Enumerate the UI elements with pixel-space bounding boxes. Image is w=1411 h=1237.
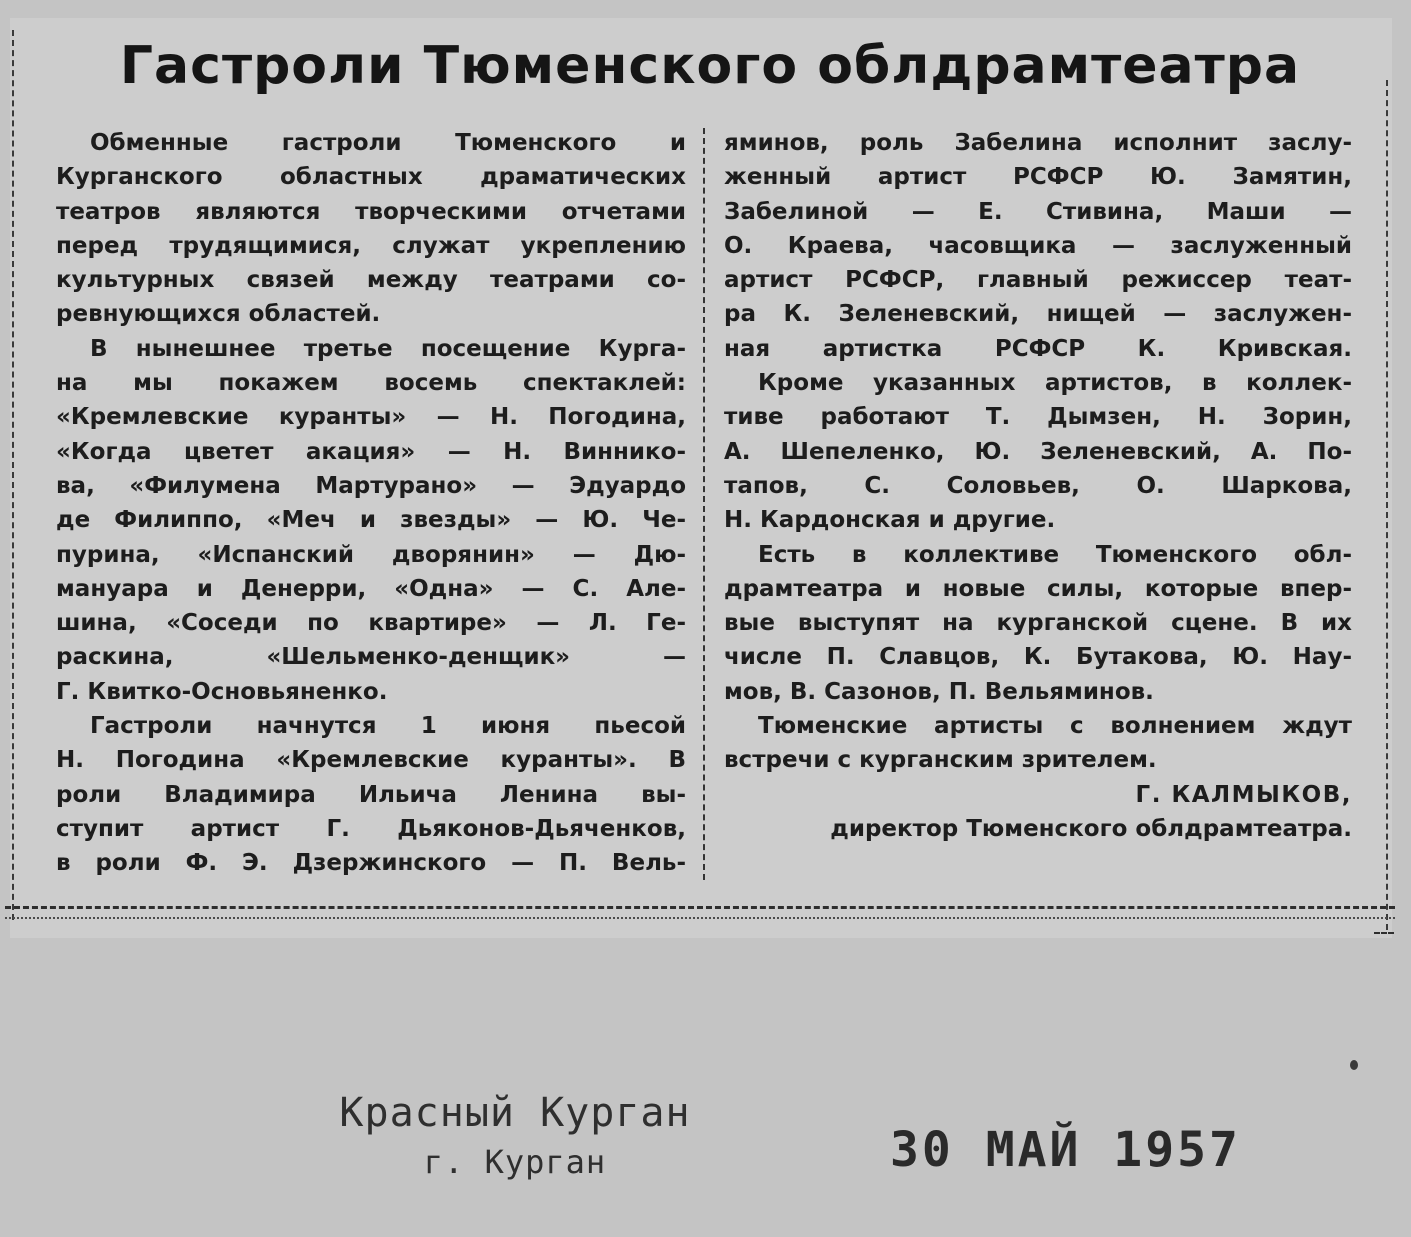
article-line: А. Шепеленко, Ю. Зеленевский, А. По- — [724, 438, 1352, 465]
article-line: Н. Погодина «Кремлевские куранты». В — [56, 747, 686, 774]
article-line: Курганского областных драматических — [56, 164, 686, 191]
article-line: драмтеатра и новые силы, которые впер- — [724, 575, 1352, 602]
clipping-right-edge — [1386, 80, 1392, 930]
article-line: директор Тюменского облдрамтеатра. — [830, 815, 1352, 842]
article-line: Г. Квитко-Основьяненко. — [56, 678, 388, 705]
stamp-newspaper-name: Красный Курган — [339, 1090, 691, 1136]
article-line: перед трудящимися, служат укреплению — [56, 232, 686, 259]
article-line: женный артист РСФСР Ю. Замятин, — [724, 164, 1352, 191]
article-line: ра К. Зеленевский, нищей — заслужен- — [724, 301, 1352, 328]
article-line: Забелиной — Е. Стивина, Маши — — [724, 198, 1352, 225]
article-line: числе П. Славцов, К. Бутакова, Ю. Нау- — [724, 644, 1352, 671]
article-line: в роли Ф. Э. Дзержинского — П. Вель- — [56, 850, 686, 877]
article-left-column — [56, 126, 686, 881]
article-line: роли Владимира Ильича Ленина вы- — [56, 781, 686, 808]
article-line: на мы покажем восемь спектаклей: — [56, 370, 686, 397]
clipping-bottom-edge-fragment — [1374, 932, 1394, 938]
clipping-bottom-edge — [5, 906, 1395, 919]
stamp-city: г. Курган — [423, 1143, 607, 1181]
article-line: пурина, «Испанский дворянин» — Дю- — [56, 541, 686, 568]
article-line: «Когда цветет акация» — Н. Виннико- — [56, 438, 686, 465]
article-line: «Кремлевские куранты» — Н. Погодина, — [56, 404, 686, 431]
article-line: Кроме указанных артистов, в коллек- — [758, 370, 1352, 397]
clipping-left-edge — [12, 30, 18, 920]
article-line: вые выступят на курганской сцене. В их — [724, 610, 1352, 637]
article-line: Г. КАЛМЫКОВ, — [1135, 781, 1352, 808]
article-line: культурных связей между театрами со- — [56, 267, 686, 294]
article-right-column — [724, 126, 1352, 846]
article-line: Н. Кардонская и другие. — [724, 507, 1056, 534]
column-divider — [703, 128, 705, 880]
article-line: мов, В. Сазонов, П. Вельяминов. — [724, 678, 1154, 705]
article-line: шина, «Соседи по квартире» — Л. Ге- — [56, 610, 686, 637]
paper-speck — [1350, 1060, 1358, 1070]
article-line: Есть в коллективе Тюменского обл- — [758, 541, 1352, 568]
article-line: де Филиппо, «Меч и звезды» — Ю. Че- — [56, 507, 686, 534]
article-line: Гастроли начнутся 1 июня пьесой — [90, 713, 686, 740]
article-line: мануара и Денерри, «Одна» — С. Але- — [56, 575, 686, 602]
article-line: артист РСФСР, главный режиссер теат- — [724, 267, 1352, 294]
article-line: тапов, С. Соловьев, О. Шаркова, — [724, 472, 1352, 499]
article-line: Тюменские артисты с волнением ждут — [758, 713, 1352, 740]
article-line: В нынешнее третье посещение Курга- — [90, 335, 686, 362]
article-line: ступит артист Г. Дьяконов-Дьяченков, — [56, 815, 686, 842]
article-line: тиве работают Т. Дымзен, Н. Зорин, — [724, 404, 1352, 431]
stamp-date: 30 МАЙ 1957 — [890, 1122, 1241, 1178]
article-line: встречи с курганским зрителем. — [724, 747, 1157, 774]
article-line: театров являются творческими отчетами — [56, 198, 686, 225]
article-line: ревнующихся областей. — [56, 301, 381, 328]
article-headline: Гастроли Тюменского облдрамтеатра — [119, 36, 1301, 96]
article-line: ная артистка РСФСР К. Кривская. — [724, 335, 1352, 362]
article-line: ва, «Филумена Мартурано» — Эдуардо — [56, 472, 686, 499]
article-line: О. Краева, часовщика — заслуженный — [724, 232, 1352, 259]
article-line: Обменные гастроли Тюменского и — [90, 130, 686, 156]
article-line: яминов, роль Забелина исполнит заслу- — [724, 130, 1352, 156]
article-line: раскина, «Шельменко-денщик» — — [56, 644, 686, 671]
newspaper-stamp — [300, 1085, 730, 1183]
